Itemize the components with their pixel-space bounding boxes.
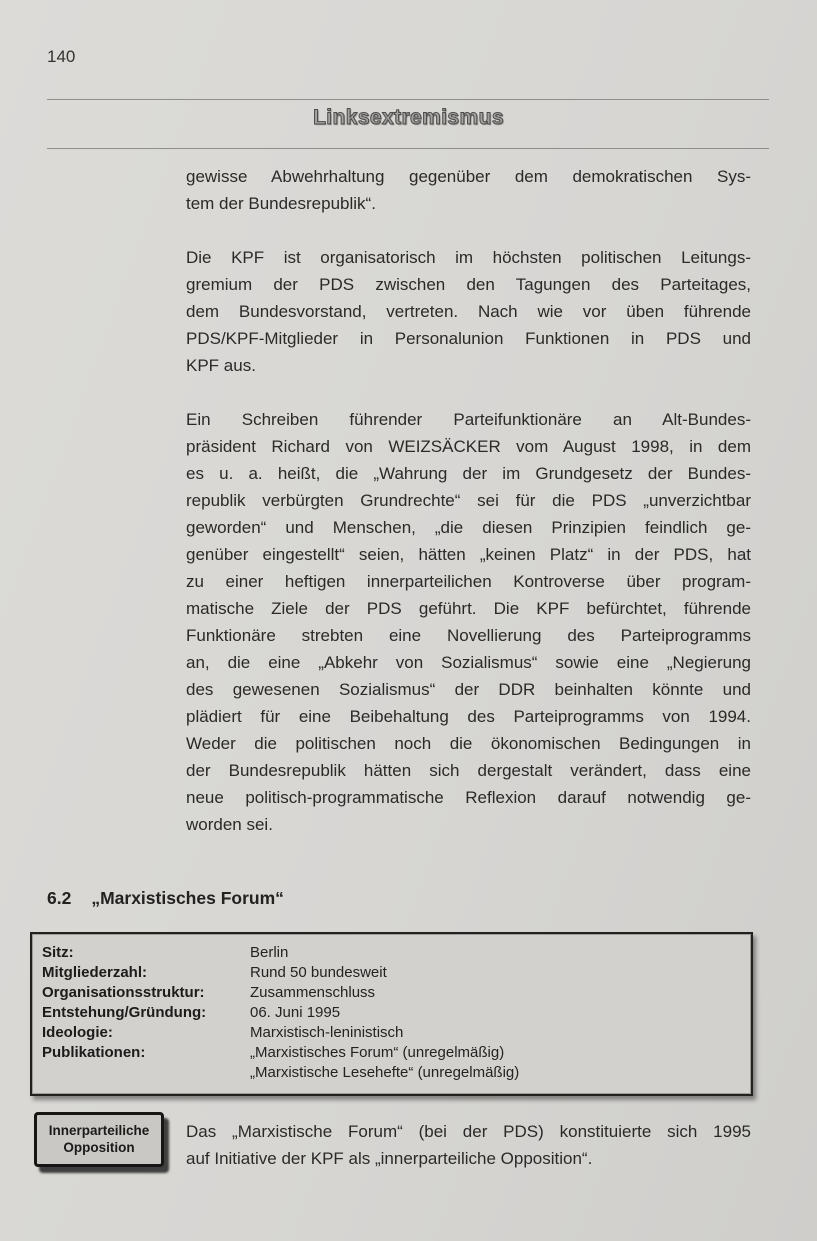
text-line: an, die eine „Abkehr von Sozialismus“ sowie eine „Negierung: [186, 653, 751, 672]
infobox-value-line: „Marxistische Lesehefte“ (unregelmäßig): [250, 1064, 520, 1081]
section-number: 6.2: [47, 888, 72, 908]
organization-infobox: [30, 932, 753, 1096]
body-text: [186, 163, 751, 838]
text-line: auf Initiative der KPF als „innerparteiliche Opposition“.: [186, 1149, 593, 1168]
text-line: gewisse Abwehrhaltung gegenüber dem demokratischen Sys-: [186, 167, 751, 186]
header-rule-top: [47, 99, 769, 100]
infobox-label: Entstehung/Gründung:: [42, 1004, 207, 1021]
infobox-value-line: Zusammenschluss: [250, 984, 376, 1001]
infobox-value: [250, 943, 741, 963]
text-line: genüber eingestellt“ seien, hätten „keinen Platz“ in der PDS, hat: [186, 545, 751, 564]
paragraph-3: [186, 406, 751, 838]
infobox-value-line: 06. Juni 1995: [250, 1004, 341, 1021]
text-line: tem der Bundesrepublik“.: [186, 194, 376, 213]
infobox-row-sitz: [42, 943, 741, 963]
infobox-value-line: Marxistisch-leninistisch: [250, 1024, 404, 1041]
infobox-value-line: Rund 50 bundesweit: [250, 964, 387, 981]
closing-paragraph: [186, 1118, 751, 1172]
infobox-value-line: Berlin: [250, 944, 289, 961]
infobox-value: [250, 1043, 741, 1083]
infobox-label: Organisationsstruktur:: [42, 984, 205, 1001]
text-line: PDS/KPF-Mitglieder in Personalunion Funktionen in PDS und: [186, 329, 751, 348]
section-heading: [47, 888, 284, 909]
header-rule-bottom: [47, 148, 769, 149]
infobox-label: Publikationen:: [42, 1044, 146, 1061]
text-line: des gewesenen Sozialismus“ der DDR beinhalten könnte und: [186, 680, 751, 699]
infobox-label: Ideologie:: [42, 1024, 113, 1041]
text-line: Die KPF ist organisatorisch im höchsten politischen Leitungs-: [186, 248, 751, 267]
infobox-row-entstehung: [42, 1003, 741, 1023]
infobox-label: Sitz:: [42, 944, 74, 961]
text-line: es u. a. heißt, die „Wahrung der im Grundgesetz der Bundes-: [186, 464, 751, 483]
infobox-row-organisationsstruktur: [42, 983, 741, 1003]
chapter-header-title: Linksextremismus: [313, 106, 504, 129]
infobox-value: [250, 963, 741, 983]
infobox-value-line: „Marxistisches Forum“ (unregelmäßig): [250, 1044, 505, 1061]
text-line: Funktionäre strebten eine Novellierung des Parteiprogramms: [186, 626, 751, 645]
text-line: dem Bundesvorstand, vertreten. Nach wie vor üben führende: [186, 302, 751, 321]
paragraph-2: [186, 244, 751, 379]
infobox-label: Mitgliederzahl:: [42, 964, 148, 981]
text-line: neue politisch-programmatische Reflexion darauf notwendig ge-: [186, 788, 751, 807]
text-line: Weder die politischen noch die ökonomischen Bedingungen in: [186, 734, 751, 753]
text-line: präsident Richard von WEIZSÄCKER vom August 1998, in dem: [186, 437, 751, 456]
infobox-value: [250, 983, 741, 1003]
section-title: „Marxistisches Forum“: [91, 888, 284, 908]
infobox-value: [250, 1003, 741, 1023]
paragraph-1: [186, 163, 751, 217]
text-line: KPF aus.: [186, 356, 256, 375]
text-line: matische Ziele der PDS geführt. Die KPF befürchtet, führende: [186, 599, 751, 618]
text-line: Ein Schreiben führender Parteifunktionäre an Alt-Bundes-: [186, 410, 751, 429]
infobox-row-ideologie: [42, 1023, 741, 1043]
margin-note-line: Opposition: [63, 1140, 135, 1155]
margin-note-line: Innerparteiliche: [48, 1123, 150, 1138]
text-line: geworden“ und Menschen, „die diesen Prinzipien feindlich ge-: [186, 518, 751, 537]
text-line: gremium der PDS zwischen den Tagungen des Parteitages,: [186, 275, 751, 294]
text-line: Das „Marxistische Forum“ (bei der PDS) konstituierte sich 1995: [186, 1122, 751, 1141]
text-line: worden sei.: [186, 815, 273, 834]
page-number: 140: [47, 47, 76, 66]
text-line: zu einer heftigen innerparteilichen Kontroverse über program-: [186, 572, 751, 591]
text-line: plädiert für eine Beibehaltung des Parteiprogramms von 1994.: [186, 707, 751, 726]
text-line: der Bundesrepublik hätten sich dergestalt verändert, dass eine: [186, 761, 751, 780]
text-line: republik verbürgten Grundrechte“ sei für die PDS „unverzichtbar: [186, 491, 751, 510]
infobox-value: [250, 1023, 741, 1043]
infobox-row-publikationen: [42, 1043, 741, 1083]
margin-note-box: [34, 1112, 164, 1167]
infobox-row-mitgliederzahl: [42, 963, 741, 983]
